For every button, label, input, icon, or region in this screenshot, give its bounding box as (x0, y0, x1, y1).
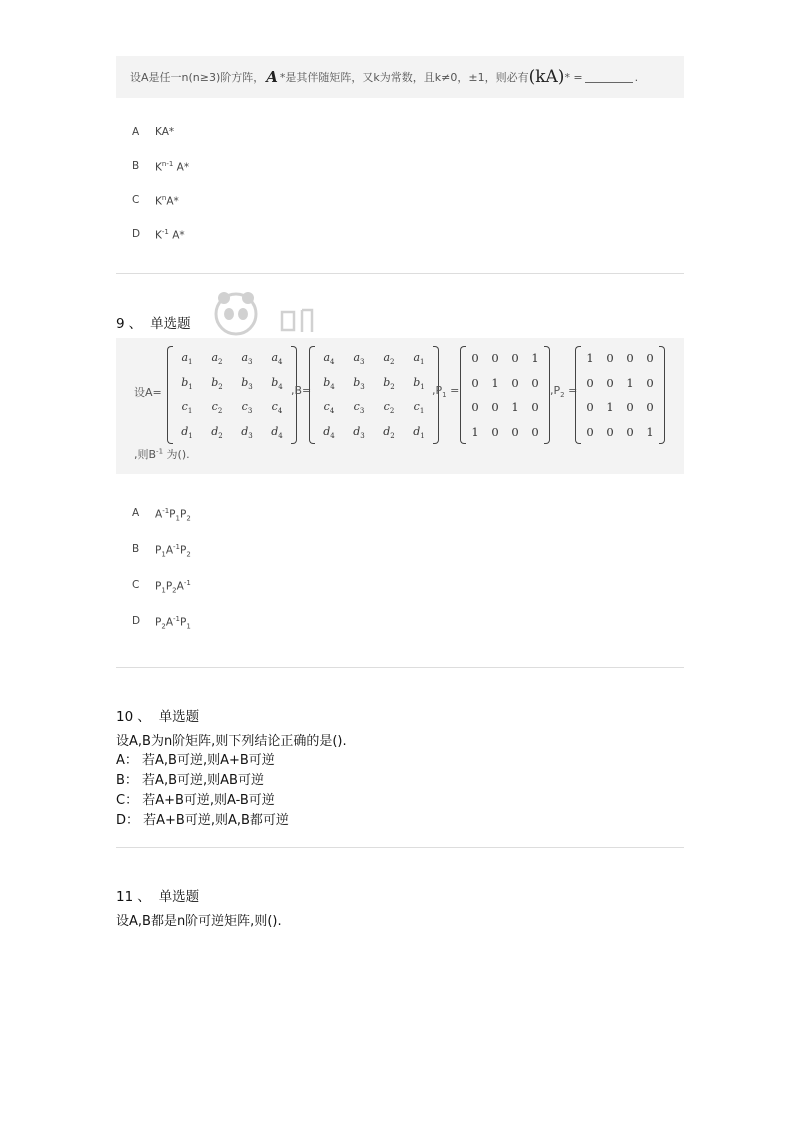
q10-option-c[interactable]: C： 若A+B可逆,则A-B可逆 (116, 793, 275, 808)
q9-option-d[interactable]: D $P_2A^{-1}P_1$ (132, 615, 191, 631)
matrix-cell: $a_3$ (353, 351, 365, 367)
matrix-cell: 0 (511, 375, 519, 390)
matrix-cell: 0 (606, 424, 614, 439)
matrix-cell: $b_1$ (413, 375, 425, 391)
q11-header: 11 、 单选题 (116, 889, 200, 905)
matrix-cell: $c_2$ (383, 400, 395, 416)
matrix-cell: $a_1$ (413, 351, 425, 367)
matrix-cell: $d_3$ (353, 424, 365, 440)
q9-label-p2: $,P_2$ = (550, 384, 578, 400)
matrix-cell: $b_4$ (323, 375, 335, 391)
matrix-cell: $b_3$ (241, 375, 253, 391)
panda-watermark-icon (212, 290, 372, 338)
q8-option-a[interactable]: A KA* (132, 126, 175, 138)
divider (116, 847, 684, 848)
divider (116, 273, 684, 274)
matrix-p2 (580, 346, 660, 444)
q9-option-c[interactable]: C $P_1P_2A^{-1}$ (132, 579, 191, 595)
matrix-cell: $c_4$ (271, 400, 283, 416)
matrix-cell: 0 (606, 375, 614, 390)
q9-stem-tail: ,则$B^{-1}$ 为(). (134, 447, 190, 461)
q10-type: 单选题 (158, 709, 200, 725)
q9-type: 单选题 (150, 316, 191, 332)
q9-label-p1: $,P_1$ = (432, 384, 460, 400)
matrix-cell: $d_1$ (413, 424, 425, 440)
q10-number: 10 (116, 709, 134, 725)
matrix-cell: $d_4$ (271, 424, 283, 440)
matrix-cell: 0 (626, 424, 634, 439)
q9-option-a[interactable]: A $A^{-1}P_1P_2$ (132, 507, 191, 523)
q9-option-b[interactable]: B $P_1A^{-1}P_2$ (132, 543, 191, 559)
q9-number: 9 (116, 316, 125, 332)
q9-label-b: ,B= (291, 384, 312, 397)
matrix-cell: 0 (626, 351, 634, 365)
matrix-cell: $b_4$ (271, 375, 283, 391)
matrix-cell: 0 (491, 351, 499, 365)
matrix-a (172, 346, 292, 444)
matrix-cell: 0 (626, 400, 634, 414)
matrix-cell: 0 (586, 424, 594, 439)
q9-header: 9 、 单选题 (116, 316, 191, 332)
matrix-cell: 1 (606, 400, 614, 414)
q9-label-a: 设A= (134, 386, 162, 399)
matrix-cell: 0 (531, 400, 539, 414)
matrix-cell: $c_1$ (181, 400, 193, 416)
q9-stem (116, 338, 684, 474)
q8-option-d[interactable]: D $K^{-1}$ A* (132, 228, 185, 242)
q10-header: 10 、 单选题 (116, 709, 200, 725)
q8-stem-end: . (634, 70, 639, 84)
matrix-cell: 0 (511, 351, 519, 365)
q8-option-b[interactable]: B $K^{n-1}$ A* (132, 160, 190, 174)
q8-stem-bold-a: A (266, 68, 278, 86)
matrix-cell: $d_2$ (211, 424, 223, 440)
matrix-cell: $d_2$ (383, 424, 395, 440)
matrix-cell: 0 (491, 424, 499, 439)
matrix-cell: $c_3$ (353, 400, 365, 416)
matrix-cell: 0 (646, 400, 654, 414)
matrix-cell: 0 (586, 375, 594, 390)
q8-answer-blank (585, 72, 633, 83)
matrix-cell: 0 (511, 424, 519, 439)
matrix-cell: $d_3$ (241, 424, 253, 440)
matrix-cell: 0 (531, 424, 539, 439)
matrix-cell: 0 (606, 351, 614, 365)
q8-stem-text-1: 设A是任一n(n≥3)阶方阵， (130, 71, 265, 84)
q8-stem-paren-ka: (kA) (528, 67, 565, 87)
matrix-cell: 0 (471, 400, 479, 414)
q10-option-b[interactable]: B： 若A,B可逆,则AB可逆 (116, 773, 264, 788)
q11-stem: 设A,B都是n阶可逆矩阵,则(). (116, 914, 282, 929)
matrix-cell: 0 (531, 375, 539, 390)
matrix-cell: 0 (491, 400, 499, 414)
matrix-b (314, 346, 434, 444)
matrix-cell: $c_1$ (413, 400, 425, 416)
matrix-cell: $d_1$ (181, 424, 193, 440)
matrix-cell: $a_1$ (181, 351, 193, 367)
q11-number: 11 (116, 889, 134, 905)
matrix-cell: $b_2$ (211, 375, 223, 391)
matrix-cell: 1 (471, 424, 479, 439)
matrix-p1 (465, 346, 545, 444)
q8-stem-text-2: *是其伴随矩阵，又k为常数，且k≠0，±1，则必有 (279, 71, 529, 84)
matrix-cell: 1 (646, 424, 654, 439)
matrix-cell: 1 (491, 375, 499, 390)
q8-stem (116, 56, 684, 98)
q8-stem-text-3: * = (564, 70, 583, 84)
matrix-cell: $b_1$ (181, 375, 193, 391)
matrix-cell: 0 (586, 400, 594, 414)
matrix-cell: $b_3$ (353, 375, 365, 391)
q10-option-d[interactable]: D： 若A+B可逆,则A,B都可逆 (116, 813, 289, 828)
divider (116, 667, 684, 668)
matrix-cell: 1 (531, 351, 539, 365)
matrix-cell: 1 (586, 351, 594, 365)
matrix-cell: $c_2$ (211, 400, 223, 416)
matrix-cell: $c_3$ (241, 400, 253, 416)
matrix-cell: $d_4$ (323, 424, 335, 440)
matrix-cell: $a_2$ (383, 351, 395, 367)
matrix-cell: 1 (626, 375, 634, 390)
q10-stem: 设A,B为n阶矩阵,则下列结论正确的是(). (116, 734, 347, 749)
matrix-cell: 0 (471, 375, 479, 390)
matrix-cell: $a_4$ (323, 351, 335, 367)
matrix-cell: $a_2$ (211, 351, 223, 367)
matrix-cell: 1 (511, 400, 519, 414)
matrix-cell: 0 (646, 375, 654, 390)
matrix-cell: $c_4$ (323, 400, 335, 416)
matrix-cell: $a_3$ (241, 351, 253, 367)
q11-type: 单选题 (158, 889, 200, 905)
matrix-cell: $a_4$ (271, 351, 283, 367)
matrix-cell: $b_2$ (383, 375, 395, 391)
matrix-cell: 0 (646, 351, 654, 365)
q10-option-a[interactable]: A： 若A,B可逆,则A+B可逆 (116, 753, 275, 768)
q8-option-c[interactable]: C $K^nA*$ (132, 194, 179, 208)
matrix-cell: 0 (471, 351, 479, 365)
